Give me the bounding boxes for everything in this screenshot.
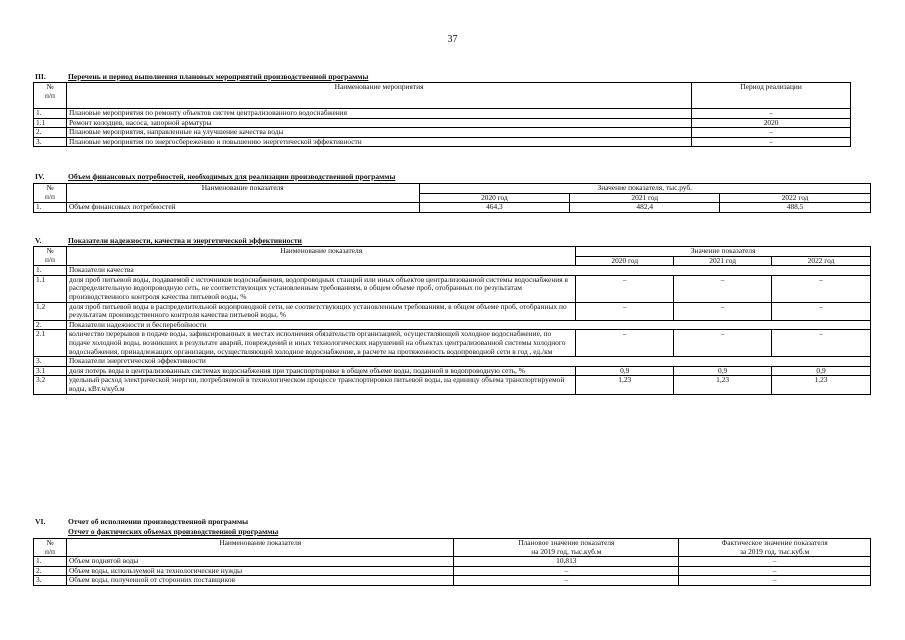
- header-no: № п/п: [34, 247, 67, 266]
- section-6-subheading: [35, 527, 278, 536]
- table-cell: –: [692, 109, 851, 119]
- table-cell: –: [576, 330, 674, 357]
- table-cell: 3.1: [34, 366, 67, 376]
- table-cell: 2.: [34, 128, 67, 138]
- table-cell: 3.: [34, 357, 67, 367]
- table-cell: Объем финансовых потребностей: [66, 203, 419, 213]
- table-row: [34, 330, 871, 357]
- section-number: IV.: [35, 172, 45, 181]
- table-cell: доля потерь воды в централизованных системах водоснабжения при транспортировке в общем объеме воды, поданной в водопроводную сеть, %: [66, 366, 575, 376]
- header-period: Период реализации: [692, 83, 851, 109]
- table-row: [34, 576, 871, 586]
- table-cell: Объем воды, полученной от сторонних поставщиков: [66, 576, 454, 586]
- header-no: № п/п: [34, 83, 67, 109]
- table-cell: –: [674, 302, 772, 320]
- table-cell: Объем воды, используемой на технологические нужды: [66, 566, 454, 576]
- section-number: V.: [35, 236, 42, 245]
- table-cell: 488,5: [720, 203, 871, 213]
- section-6-heading: [35, 517, 248, 526]
- header-no: № п/п: [34, 539, 67, 557]
- table-cell: 2020 год: [419, 193, 570, 203]
- table-row: [34, 302, 871, 320]
- table-indicators: [33, 246, 871, 395]
- table-cell: –: [454, 566, 679, 576]
- table-cell: количество перерывов в подаче воды, зафиксированных в местах исполнения обязательств организацией, осуществляющей холодное водоснабжение, по подаче холодной воды, возникших в результате аварий, повреждений и иных технологических нарушений на объектах централизованной системы холодного водоснабжения, принадлежащих организации, осуществляющей холодное водоснабжение, в расчете на протяженность водопроводной сети в год , ед./км: [66, 330, 575, 357]
- table-cell: –: [674, 275, 772, 302]
- section-subtitle: Отчет о фактических объемах производственной программы: [68, 527, 279, 536]
- section-title: Объем финансовых потребностей, необходимых для реализации производственной программы: [68, 172, 396, 181]
- header-name: Наименование показателя: [66, 539, 454, 557]
- table-cell: 2021 год: [570, 193, 720, 203]
- table-row: [34, 376, 871, 394]
- table-activities: [33, 82, 851, 147]
- table-cell: –: [772, 302, 871, 320]
- table-row: [34, 128, 851, 138]
- table-cell: 1,23: [772, 376, 871, 394]
- table-cell: доля проб питьевой воды в распределительной водопроводной сети, не соответствующих установленным требованиям, в общем объеме проб, отобранных по результатам производственного контроля качества питьевой воды, %: [66, 302, 575, 320]
- table-cell: Плановые мероприятия, направленные на улучшение качества воды: [66, 128, 691, 138]
- group-row: [34, 266, 871, 276]
- header-value: Значение показателя, тыс.руб.: [419, 184, 870, 194]
- table-cell: –: [692, 137, 851, 147]
- header-plan: Плановое значение показателя на 2019 год, тыс.куб.м: [454, 539, 679, 557]
- table-cell: –: [692, 128, 851, 138]
- table-cell: –: [576, 302, 674, 320]
- header-name: Наименование показателя: [66, 184, 419, 203]
- section-title: Перечень и период выполнения плановых мероприятий производственной программы: [68, 72, 369, 81]
- table-cell: 1.: [34, 203, 67, 213]
- table-cell: 1.2: [34, 302, 67, 320]
- table-cell: Показатели качества: [66, 266, 870, 276]
- header-name: Наименование показателя: [66, 247, 575, 266]
- group-row: [34, 357, 871, 367]
- table-cell: –: [772, 330, 871, 357]
- table-cell: 3.2: [34, 376, 67, 394]
- table-cell: 2021 год: [674, 256, 772, 266]
- table-header: [34, 247, 871, 257]
- table-cell: –: [674, 330, 772, 357]
- section-title: Отчет об исполнении производственной программы: [68, 517, 249, 526]
- table-cell: 0,9: [576, 366, 674, 376]
- section-5-heading: [35, 236, 302, 245]
- table-cell: –: [454, 576, 679, 586]
- table-cell: 2.: [34, 320, 67, 330]
- table-row: [34, 557, 871, 567]
- table-cell: Ремонт колодцев, насоса, запорной арматуры: [66, 118, 691, 128]
- section-title: Показатели надежности, качества и энергетической эффективности: [68, 236, 302, 245]
- table-cell: –: [576, 275, 674, 302]
- table-cell: 2020: [692, 118, 851, 128]
- table-cell: 2020 год: [576, 256, 674, 266]
- header-value: Значение показателя: [576, 247, 871, 257]
- table-header: [34, 539, 871, 557]
- table-cell: –: [679, 566, 871, 576]
- section-number: VI.: [35, 517, 46, 526]
- table-row: [34, 203, 871, 213]
- table-cell: Плановые мероприятия по энергосбережению и повышению энергетической эффективности: [66, 137, 691, 147]
- table-financial: [33, 183, 871, 213]
- table-cell: 10,813: [454, 557, 679, 567]
- table-cell: 1.: [34, 266, 67, 276]
- page-number: 37: [447, 34, 458, 45]
- header-fact: Фактическое значение показателя за 2019 год, тыс.куб.м: [679, 539, 871, 557]
- table-cell: 0,9: [772, 366, 871, 376]
- section-3-heading: [35, 72, 368, 81]
- table-header: [34, 83, 851, 109]
- table-cell: 2022 год: [772, 256, 871, 266]
- table-cell: 1.: [34, 109, 67, 119]
- section-number: III.: [35, 72, 46, 81]
- table-row: [34, 275, 871, 302]
- table-cell: 2.: [34, 566, 67, 576]
- table-cell: 1.1: [34, 118, 67, 128]
- table-row: [34, 109, 851, 119]
- table-header: [34, 184, 871, 194]
- table-report: [33, 538, 871, 586]
- table-cell: 2.1: [34, 330, 67, 357]
- table-cell: 482,4: [570, 203, 720, 213]
- section-4-heading: [35, 172, 395, 181]
- table-cell: Показатели надежности и бесперебойности: [66, 320, 870, 330]
- table-cell: 3.: [34, 576, 67, 586]
- table-cell: удельный расход электрической энергии, потребляемой в технологическом процессе транспортировки питьевой воды, на единицу объема транспортируемой воды, кВт.ч/куб.м: [66, 376, 575, 394]
- table-cell: 1.: [34, 557, 67, 567]
- table-cell: –: [679, 576, 871, 586]
- table-cell: 1,23: [576, 376, 674, 394]
- table-cell: Показатели энергетической эффективности: [66, 357, 870, 367]
- table-cell: Объем поднятой воды: [66, 557, 454, 567]
- table-cell: доля проб питьевой воды, подаваемой с источников водоснабжения, водопроводных станций или иных объектов централизованной системы водоснабжения в распределительную водопроводную сеть, не соответствующих установленным требованиям, в общем объеме проб, отобранных по результатам производственного контроля качества питьевой воды, %: [66, 275, 575, 302]
- table-cell: 1.1: [34, 275, 67, 302]
- header-name: Наименование мероприятия: [66, 83, 691, 109]
- table-row: [34, 137, 851, 147]
- header-no: № п/п: [34, 184, 67, 203]
- table-cell: –: [679, 557, 871, 567]
- table-cell: 2022 год: [720, 193, 871, 203]
- table-cell: –: [772, 275, 871, 302]
- table-cell: 3.: [34, 137, 67, 147]
- table-cell: 0,9: [674, 366, 772, 376]
- table-cell: Плановые мероприятия по ремонту объектов систем централизованного водоснабжения: [66, 109, 691, 119]
- table-cell: 1,23: [674, 376, 772, 394]
- table-cell: 464,3: [419, 203, 570, 213]
